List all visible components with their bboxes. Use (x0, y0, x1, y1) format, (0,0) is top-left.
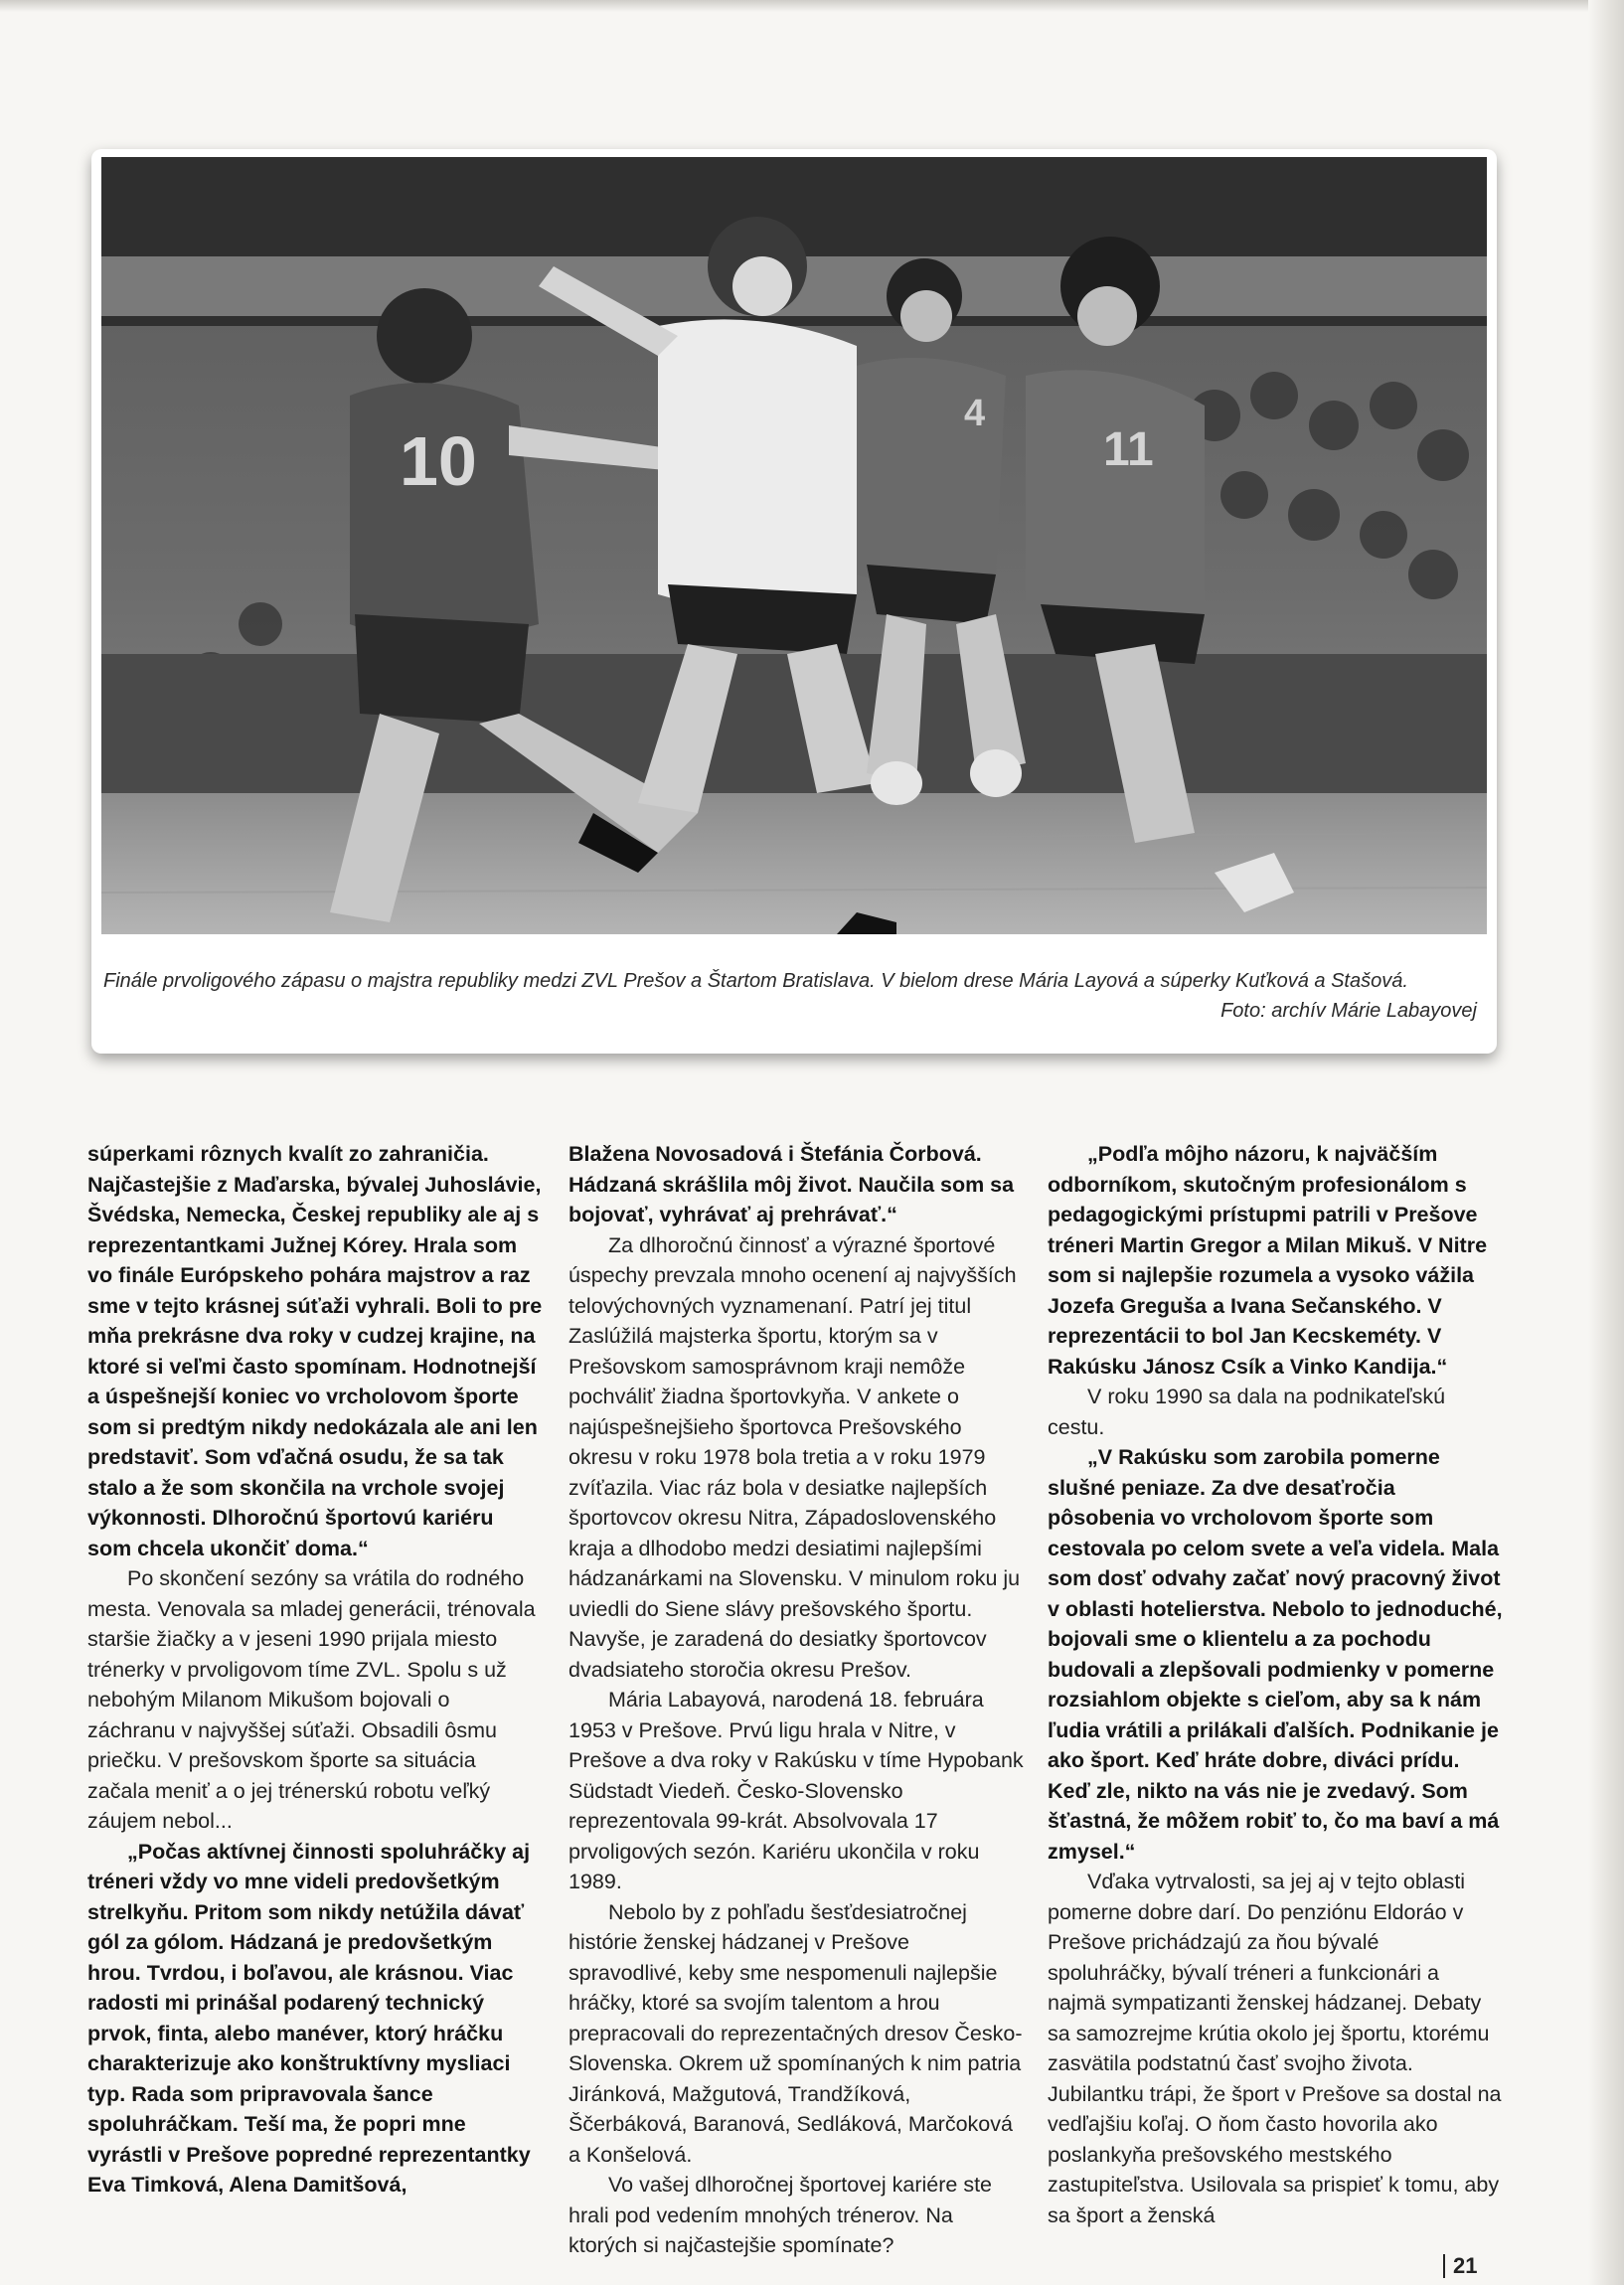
text-column-3 (1048, 1139, 1503, 2230)
jersey-number-10: 10 (400, 422, 477, 500)
text-column-2 (568, 1139, 1024, 2261)
paragraph: Po skončení sezóny sa vrátila do rodného mesta. Venovala sa mladej generácii, trénovala staršie žiačky a v jeseni 1990 prijala miesto trénerky v prvoligovom tíme ZVL. Spolu s už nebohým Milanom Mikušom bojovali o záchranu v najvyššej súťaži. Obsadili ôsmu priečku. V prešovskom športe sa situácia začala meniť a o jej trénerskú robotu veľký záujem nebol... (87, 1566, 536, 1833)
paragraph: Blažena Novosadová i Štefánia Čorbová. Hádzaná skrášlila môj život. Naučila som sa bojovať, vyhrávať aj prehrávať.“ (568, 1142, 1015, 1226)
page-number: 21 (1443, 2254, 1477, 2278)
page-top-edge (0, 0, 1624, 12)
page-binding-edge (1588, 0, 1624, 2285)
paragraph: Vďaka vytrvalosti, sa jej aj v tejto oblasti pomerne dobre darí. Do penziónu Eldoráo v Prešove prichádzajú za ňou bývalé spoluhráčky, bývalí tréneri a funkcionári a najmä sympatizanti ženskej hádzanej. Debaty sa samozrejme krútia okolo jej športu, ktorému zasvätila podstatnú časť svojho života. Jubilantku trápi, že šport v Prešove sa dostal na vedľajšiu koľaj. O ňom často hovorila ako poslankyňa prešovského mestského zastupiteľstva. Usilovala sa prispieť k tomu, aby sa šport a ženská (1048, 1870, 1502, 2227)
paragraph: Nebolo by z pohľadu šesťdesiatročnej histórie ženskej hádzanej v Prešove spravodlivé, keby sme nespomenuli najlepšie hráčky, ktoré sa svojím talentom a hrou prepracovali do reprezentačných dresov Česko-Slovenska. Okrem už spomínaných k nim patria Jiránková, Mažgutová, Trandžíková, Ščerbáková, Baranová, Sedláková, Marčoková a Konšelová. (568, 1899, 1023, 2167)
jersey-number-4: 4 (964, 393, 986, 434)
paragraph: „Podľa môjho názoru, k najväčším odborníkom, skutočným profesionálom s pedagogickými prístupmi patrili v Prešove tréneri Martin Gregor a Milan Mikuš. V Nitre som si najlepšie rozumela a vysoko vážila Jozefa Greguša a Ivana Sečanského. V reprezentácii to bol Jan Kecskeméty. V Rakúsku Jánosz Csík a Vinko Kandija.“ (1048, 1142, 1488, 1379)
paragraph: Mária Labayová, narodená 18. februára 1953 v Prešove. Prvú ligu hrala v Nitre, v Prešove a dva roky v Rakúsku v tíme Hypobank Südstadt Viedeň. Česko-Slovensko reprezentovala 99-krát. Absolvovala 17 prvoligových sezón. Kariéru ukončila v roku 1989. (568, 1688, 1024, 1893)
paragraph: Vo vašej dlhoročnej športovej kariére ste hrali pod vedením mnohých trénerov. Na ktorých si najčastejšie spomínate? (568, 2173, 993, 2257)
paragraph: V roku 1990 sa dala na podnikateľskú cestu. (1048, 1385, 1446, 1439)
paragraph: Za dlhoročnú činnosť a výrazné športové úspechy prevzala mnoho ocenení aj najvyšších telovýchovných vyznamenaní. Patrí jej titul Zaslúžilá majsterka športu, ktorým sa v Prešovskom samosprávnom kraji nemôže pochváliť žiadna športovkyňa. V ankete o najúspešnejšieho športovca Prešovského okresu v roku 1978 bola tretia a v roku 1979 zvíťazila. Viac ráz bola v desiatke najlepších športovcov okresu Nitra, Západoslovenského kraja a dlhodobo medzi desiatimi najlepšími hádzanárkami na Slovensku. V minulom roku ju uviedli do Siene slávy prešovského športu. Navyše, je zaradená do desiatky športovcov dvadsiateho storočia okresu Prešov. (568, 1232, 1021, 1682)
text-column-1 (87, 1139, 543, 2201)
handball-photo (101, 157, 1487, 934)
handball-photo-illustration (101, 157, 1487, 934)
photo-caption (103, 966, 1477, 1026)
paragraph: „V Rakúsku som zarobila pomerne slušné peniaze. Za dve desaťročia pôsobenia vo vrcholovom športe som cestovala po celom svete a veľa videla. Mala som dosť odvahy začať nový pracovný život v oblasti hotelierstva. Nebolo to jednoduché, bojovali sme o klientelu a za pochodu budovali a zlepšovali podmienky v pomerne rozsiahlom objekte s cieľom, aby sa k nám ľudia vrátili a prilákali ďalších. Podnikanie je ako šport. Keď hráte dobre, diváci prídu. Keď zle, nikto na vás nie je zvedavý. Som šťastná, že môžem robiť to, čo ma baví a má zmysel.“ (1048, 1445, 1503, 1864)
paragraph: súperkami rôznych kvalít zo zahraničia. Najčastejšie z Maďarska, bývalej Juhoslávie, Švédska, Nemecka, Českej republiky ale aj s reprezentantkami Južnej Kórey. Hrala som vo finále Európskeho pohára majstrov a raz sme v tejto krásnej súťaži vyhrali. Boli to pre mňa prekrásne dva roky v cudzej krajine, na ktoré si veľmi často spomínam. Hodnotnejší a úspešnejší koniec vo vrcholovom športe som si predtým nikdy nedokázala ale ani len predstaviť. Som vďačná osudu, že sa tak stalo a že som skončila na vrchole svojej výkonnosti. Dlhoročnú športovú kariéru som chcela ukončiť doma.“ (87, 1142, 543, 1560)
photo-frame (91, 149, 1497, 1054)
jersey-number-11: 11 (1103, 423, 1154, 476)
photo-credit: Foto: archív Márie Labayovej (1220, 1000, 1477, 1022)
paragraph: „Počas aktívnej činnosti spoluhráčky aj tréneri vždy vo mne videli predovšetkým strelkyňu. Pritom som nikdy netúžila dávať gól za gólom. Hádzaná je predovšetkým hrou. Tvrdou, i boľavou, ale krásnou. Viac radosti mi prinášal podarený technický prvok, finta, alebo manéver, ktorý hráčku charakterizuje ako konštruktívny mysliaci typ. Rada som pripravovala šance spoluhráčkam. Teší ma, že popri mne vyrástli v Prešove popredné reprezentantky Eva Timková, Alena Damitšová, (87, 1839, 531, 2197)
caption-text: Finále prvoligového zápasu o majstra republiky medzi ZVL Prešov a Štartom Bratislava. V bielom drese Mária Layová a súperky Kuťková a Stašová. (103, 970, 1408, 992)
